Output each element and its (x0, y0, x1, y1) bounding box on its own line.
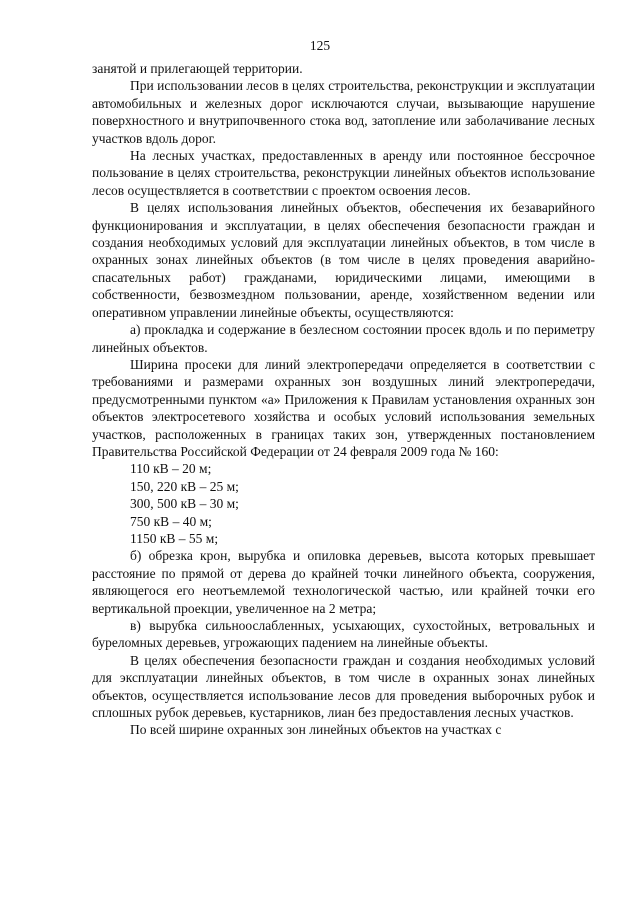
list-item-b: б) обрезка крон, вырубка и опиловка деревьев, высота которых превышает расстояние по прямой от дерева до крайней точки линейного объекта, сооружения, являющегося его неотъемлемой технологической частью, или крайней точки его вертикальной проекции, увеличенное на 2 метра; (92, 548, 595, 616)
voltage-item-150-220: 150, 220 кВ – 25 м; (130, 478, 239, 494)
paragraph-linear-objects: В целях использования линейных объектов, обеспечения их безаварийного функционирования и эксплуатации, в целях обеспечения безопасности граждан и создания необходимых условий для эксплуатации линейных объектов, в том числе в охранных зонах линейных объектов (в том числе в целях проведения аварийно-спасательных работ) гражданами, юридическими лицами, имеющими в собственности, безвозмездном пользовании, аренде, хозяйственном ведении или оперативном управлении линейные объекты, осуществляются: (92, 200, 595, 320)
paragraph-continuation: занятой и прилегающей территории. (92, 61, 303, 76)
document-body (92, 60, 595, 739)
page-number: 125 (309, 38, 331, 53)
voltage-item-300-500: 300, 500 кВ – 30 м; (130, 496, 239, 512)
list-item-a: а) прокладка и содержание в безлесном состоянии просек вдоль и по периметру линейных объектов. (92, 322, 595, 355)
list-item-v: в) вырубка сильноослабленных, усыхающих, сухостойных, ветровальных и буреломных деревьев, угрожающих падением на линейные объекты. (92, 618, 595, 651)
paragraph-full-width: По всей ширине охранных зон линейных объектов на участках с (130, 722, 502, 738)
voltage-item-110: 110 кВ – 20 м; (130, 461, 212, 477)
voltage-item-1150: 1150 кВ – 55 м; (130, 530, 219, 546)
paragraph-clearing-width: Ширина просеки для линий электропередачи определяется в соответствии с требованиями и размерами охранных зон воздушных линий электропередачи, предусмотренными пунктом «а» Приложения к Правилам установления охранных зон объектов электросетевого хозяйства и особых условий использования земельных участков, расположенных в границах таких зон, утвержденных постановлением Правительства Российской Федерации от 24 февраля 2009 года № 160: (92, 356, 595, 459)
paragraph-safety: В целях обеспечения безопасности граждан и создания необходимых условий для эксплуатации линейных объектов, в том числе в охранных зонах линейных объектов, осуществляется использование лесов для проведения выборочных рубок и сплошных рубок деревьев, кустарников, лиан без предоставления лесных участков. (92, 652, 595, 721)
voltage-item-750: 750 кВ – 40 м; (130, 513, 212, 529)
paragraph-lease: На лесных участках, предоставленных в аренду или постоянное бессрочное пользование в целях строительства, реконструкции линейных объектов использование лесов осуществляется в соответствии с проектом освоения лесов. (92, 148, 595, 198)
paragraph-roads: При использовании лесов в целях строительства, реконструкции и эксплуатации автомобильных и железных дорог исключаются случаи, вызывающие нарушение поверхностного и внутрипочвенного стока вод, затопление или заболачивание лесных участков вдоль дорог. (92, 78, 595, 146)
